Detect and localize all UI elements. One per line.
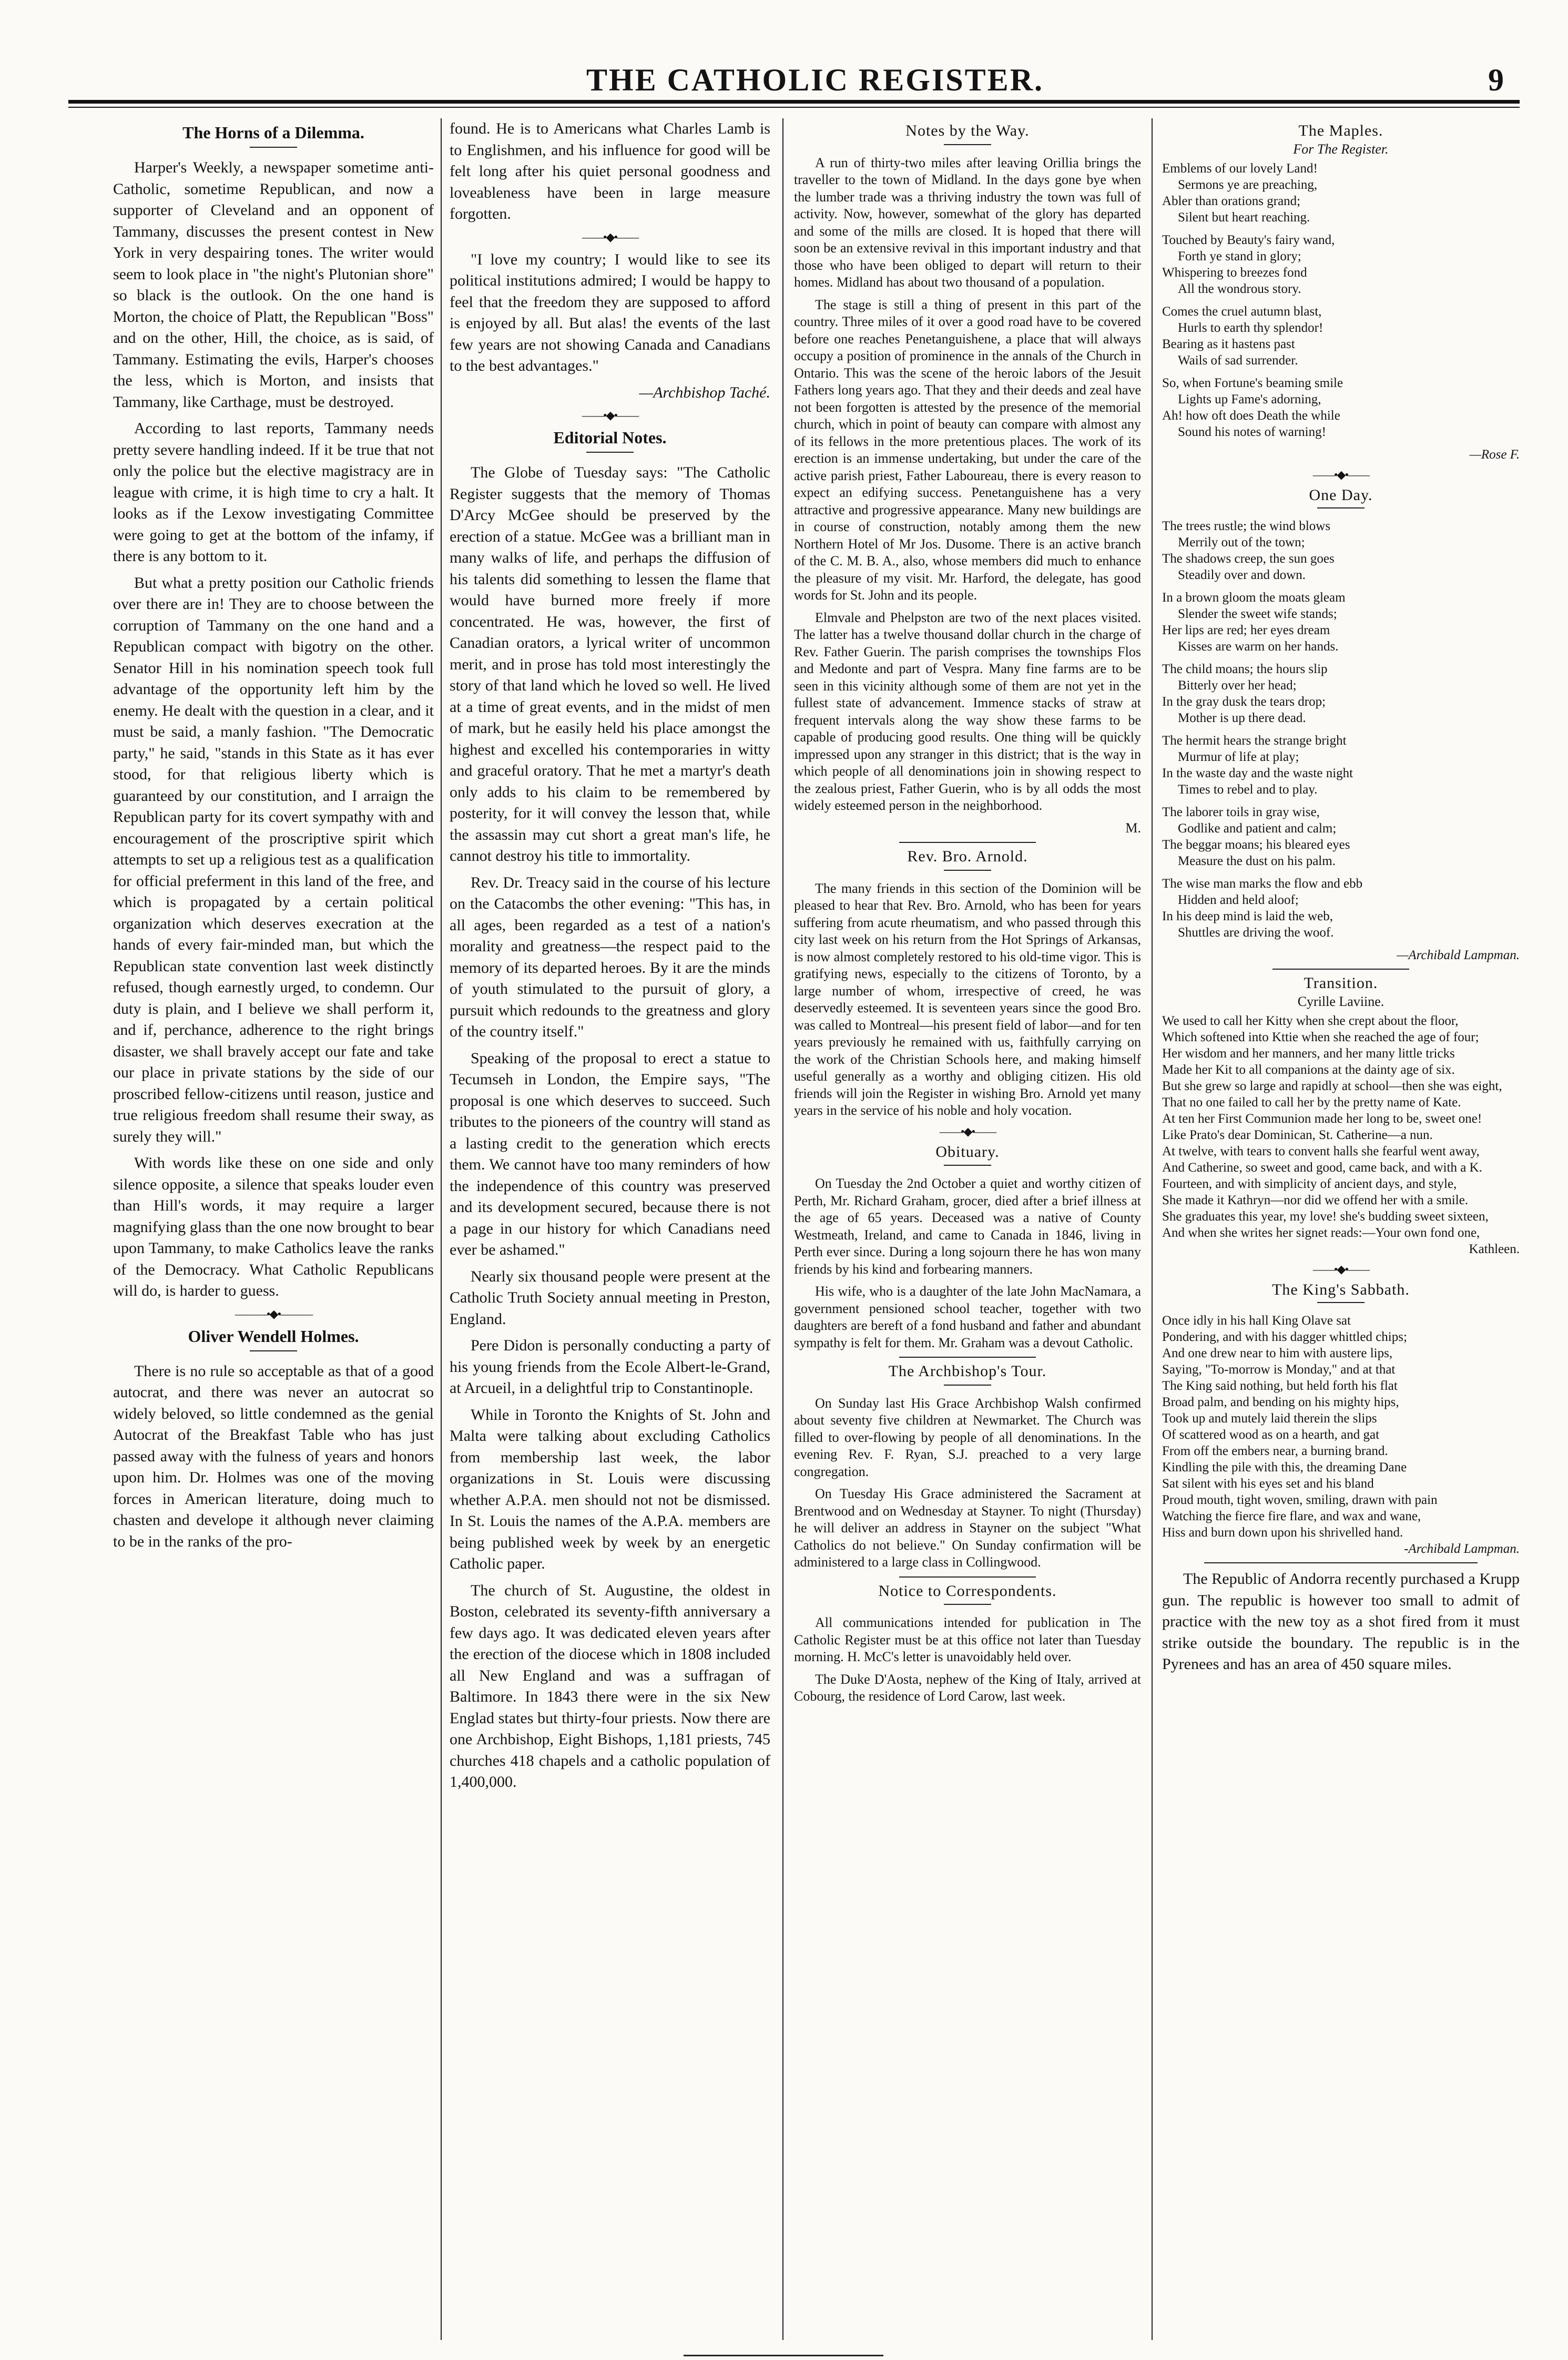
poem-line: Mother is up there dead. [1178,711,1306,725]
heading-rule [944,144,991,145]
signature: -Archibald Lampman. [1404,1542,1520,1556]
poem-line: In his deep mind is laid the web, [1162,909,1333,923]
poem-line: Which softened into Kttie when she reached the age of four; [1162,1030,1479,1044]
article-paragraph: Elmvale and Phelpston are two of the next places visited. The latter has a twelve thousand dollar church in the charge of Rev. Father Guerin. The parish comprises the townships Flos and Medonte and part of Vespra. Many fine farms are to be seen in this vicinity although some of them are not yet in the fullest state of advancement. Immence stacks of straw at frequent intervals along the way show these farms to be capable of producing good results. One thing will be quickly impressed upon any stranger in this district; that is the way in which people of all denominations join in showing respect to the zealous priest, Father Guerin, who is by all odds the most widely esteemed person in the neighborhood. [794,609,1141,813]
section-rule [1204,1562,1478,1563]
article-heading-notice: Notice to Correspondents. [878,1582,1057,1600]
section-ornament: ——•◆•—— [939,1124,996,1138]
poem-line: And Catherine, so sweet and good, came back, and with a K. [1162,1161,1482,1175]
footer-rule [684,2355,883,2356]
masthead-rule-thin [68,107,1520,108]
column-3 [794,118,1141,1711]
poem-line: The laborer toils in gray wise, [1162,805,1320,819]
article-paragraph: The Globe of Tuesday says: "The Catholic Register suggests that the memory of Thomas D'Arcy McGee should be preserved by the erection of a statue. McGee was a brilliant man in many walks of life, and perhaps the diffusion of his talents did something to lessen the flame that would have burned more freely if more concentrated. He was, however, the first of Canadian orators, a lyrical writer of uncommon merit, and in prose has told most interestingly the story of that land which he loved so well. He lived at a time of great events, and in the midst of men of mark, but he easily held his place amongst the highest and excelled his contemporaries in witty and graceful oratory. That he met a martyr's death only adds to his claim to be remembered by posterity, for it will convey the lesson that, while the assassin may cut short a great man's life, he cannot destroy his title to immortality. [450,464,770,864]
poem-stanza [1162,804,1520,869]
poem-line: Fourteen, and with simplicity of ancient days, and style, [1162,1177,1457,1191]
article-heading-obituary: Obituary. [935,1143,1000,1161]
poem-line: The wise man marks the flow and ebb [1162,877,1363,891]
poem-line: The trees rustle; the wind blows [1162,519,1331,533]
poem-line: Murmur of life at play; [1178,750,1299,764]
poem-line: Took up and mutely laid therein the slips [1162,1411,1377,1426]
article-paragraph: Rev. Dr. Treacy said in the course of his lecture on the Catacombs the other evening: "This has, in all ages, been regarded as a test of a nation's morality and greatness—the respect paid to the memory of its departed heroes. By it are the minds of youth stimulated to the pursuit of glory, a pursuit which redounds to the greatness and glory of the country itself." [450,873,770,1040]
heading-rule [1317,507,1365,508]
poem-line: And one drew near to him with austere lips, [1162,1346,1393,1360]
poem-line: Pondering, and with his dagger whittled chips; [1162,1330,1407,1344]
poem-line: Emblems of our lovely Land! [1162,161,1318,176]
article-paragraph: On Sunday last His Grace Archbishop Walsh confirmed about seventy five children at Newmarket. The Church was filled to over-flowing by people of all denominations. In the evening Rev. F. Ryan, S.J. preached to a very large congregation. [794,1395,1141,1479]
heading-rule [586,452,634,453]
poem-line: Sermons ye are preaching, [1178,178,1318,192]
poem-line: But she grew so large and rapidly at school—then she was eight, [1162,1079,1502,1093]
column-2 [450,118,770,1798]
poem-oneday [1162,518,1520,941]
poem-line: From off the embers near, a burning brand. [1162,1444,1388,1458]
poem-line: Her lips are red; her eyes dream [1162,623,1330,637]
poem-line: And when she writes her signet reads:—Your own fond one, [1162,1226,1480,1240]
poem-line: Wails of sad surrender. [1178,353,1298,368]
poem-line: The child moans; the hours slip [1162,662,1328,676]
poem-transition [1162,1013,1520,1241]
masthead-rule [68,100,1520,104]
poem-line: In a brown gloom the moats gleam [1162,591,1346,605]
poem-line: Kisses are warm on her hands. [1178,639,1339,654]
article-paragraph: Pere Didon is personally conducting a party of his young friends from the Ecole Albert-le-Grand, at Arcueil, in a delightful trip to Constantinople. [450,1337,770,1397]
column-divider [1152,118,1153,2340]
section-ornament: ——•◆•—— [582,409,638,422]
poem-line: The King said nothing, but held forth his flat [1162,1379,1398,1393]
poem-line: Times to rebel and to play. [1178,782,1318,797]
section-rule [1272,969,1409,970]
heading-rule [250,1350,297,1351]
article-paragraph: But what a pretty position our Catholic friends over there are in! They are to choose between the corruption of Tammany on the one hand and a Republican compact with bigotry on the other. Senator Hill in his nomination speech took full advantage of the opportunity left him by the enemy. He dealt with the question in a clear, and it must be said, a manly fashion. "The Democratic party," he said, "stands in this State as it has ever stood, for that religious liberty which is guaranteed by our constitution, and I arraign the Republican party for its covert sympathy with and encouragement of the proscriptive spirit which attempts to set up a religious test as a qualification for official preferment in this land of the free, and which is propagated by a certain political organization which deserves execration at the hands of every fair-minded man, but which the Republican state convention last week distinctly refused, though earnestly urged, to condemn. Our duty is plain, and I believe we shall perform it, and if, perchance, adherence to the right brings disaster, we shall bravely accept our fate and take our place in private stations by the side of our proscribed fellow-citizens until reason, justice and true religious freedom shall resume their sway, as surely they will." [113,574,434,1145]
article-paragraph: "I love my country; I would like to see its political institutions admired; I would be happy to feel that the freedom they are supposed to afford is enjoyed by all. But alas! the events of the last few years are not showing Canada and Canadians to the best advantages." [450,250,770,374]
section-ornament: ——•◆•—— [1312,468,1369,481]
column-divider [782,118,783,2340]
poem-stanza [1162,661,1520,726]
poem-line: Merrily out of the town; [1178,535,1305,550]
poem-stanza [1162,733,1520,798]
newspaper-title: THE CATHOLIC REGISTER. [586,63,1044,97]
poem-line: Like Prato's dear Dominican, St. Catherine—a nun. [1162,1128,1433,1142]
article-heading-horns: The Horns of a Dilemma. [182,123,364,142]
poem-line: Her wisdom and her manners, and her many little tricks [1162,1046,1455,1061]
section-ornament: ———•◆•——— [235,1307,312,1320]
column-divider [441,118,442,2340]
poem-line: Touched by Beauty's fairy wand, [1162,233,1335,247]
poem-line: Lights up Fame's adorning, [1178,392,1321,406]
heading-rule [250,147,297,148]
poem-line: Ah! how oft does Death the while [1162,409,1340,423]
poem-line: Of scattered wood as on a hearth, and gat [1162,1428,1380,1442]
signature: Kathleen. [1469,1242,1520,1256]
article-paragraph: Nearly six thousand people were present at the Catholic Truth Society annual meeting in Preston, England. [450,1267,770,1328]
poem-line: She made it Kathryn—nor did we offend her with a smile. [1162,1193,1469,1207]
article-heading-editorial: Editorial Notes. [553,428,667,447]
article-paragraph: The Republic of Andorra recently purchased a Krupp gun. The republic is however too small to admit of practice with the new toy as a shot fired from it must strike outside the boundary. The republic is in the Pyrenees and has an area of 450 square miles. [1162,1570,1520,1673]
poem-line: Silent but heart reaching. [1178,210,1310,225]
poem-stanza [1162,232,1520,297]
poem-line: The shadows creep, the sun goes [1162,552,1335,566]
poem-line: Bearing as it hastens past [1162,337,1295,351]
poem-byline: Cyrille Laviine. [1297,994,1384,1009]
section-rule [899,842,1036,843]
heading-rule [944,1604,991,1605]
poem-sabbath [1162,1313,1520,1541]
poem-heading-sabbath: The King's Sabbath. [1272,1281,1410,1298]
article-paragraph: The church of St. Augustine, the oldest in Boston, celebrated its seventy-fifth anniversary a few days ago. It was dedicated eleven years after the erection of the diocese which in 1808 included all New England and was a suffragan of Baltimore. In 1843 there were in the six New Englad states but thirty-four priests. Now there are one Archbishop, Eight Bishops, 1,181 priests, 745 churches 418 chapels and a catholic population of 1,400,000. [450,1581,770,1791]
poem-stanza [1162,375,1520,440]
article-paragraph: Speaking of the proposal to erect a statue to Tecumseh in London, the Empire says, "The proposal is one which deserves to succeed. Such tributes to the pioneers of the country will stand as a lasting credit to the generation which erects them. We cannot have too many reminders of how the independence of this country was preserved and its development secured, because there is not a page in our history for which Canadians need ever be ashamed." [450,1049,770,1258]
article-paragraph: The Duke D'Aosta, nephew of the King of Italy, arrived at Cobourg, the residence of Lord Carow, last week. [794,1671,1141,1704]
poem-line: In the waste day and the waste night [1162,766,1353,780]
poem-line: The hermit hears the strange bright [1162,734,1347,748]
article-paragraph: All communications intended for publication in The Catholic Register must be at this office not later than Tuesday morning. H. McC's letter is unavoidably held over. [794,1615,1141,1664]
poem-byline: For The Register. [1293,141,1389,157]
poem-line: Comes the cruel autumn blast, [1162,304,1322,319]
poem-line: Hiss and burn down upon his shrivelled hand. [1162,1525,1403,1540]
article-paragraph: There is no rule so acceptable as that of a good autocrat, and there was never an autocrat so widely beloved, so little condemned as the genial Autocrat of the Breakfast Table who has just passed away with the fulness of years and honors upon him. Dr. Holmes was one of the moving forces in American literature, doing much to chasten and develope it although never claiming to be in the ranks of the pro- [113,1362,434,1550]
poem-line: Forth ye stand in glory; [1178,249,1301,263]
heading-rule [944,870,991,871]
poem-line: Sat silent with his eyes set and his bland [1162,1477,1374,1491]
poem-line: All the wondrous story. [1178,282,1301,296]
signature: M. [1125,820,1141,836]
poem-heading-transition: Transition. [1304,974,1378,992]
article-paragraph: found. He is to Americans what Charles Lamb is to Englishmen, and his influence for good will be felt long after his quiet personal goodness and loveableness have been in large measure forgotten. [450,120,770,222]
article-heading-holmes: Oliver Wendell Holmes. [188,1326,359,1346]
poem-line: In the gray dusk the tears drop; [1162,695,1326,709]
poem-line: So, when Fortune's beaming smile [1162,376,1343,390]
article-paragraph: A run of thirty-two miles after leaving Orillia brings the traveller to the town of Midland. In the days gone bye when the lumber trade was a thriving industry the town was full of activity. Now, however, somewhat of the glory has departed and some of the mills are closed. It is hoped that there will soon be an extensive revival in this important industry and that those who have been obliged to depart will return to their homes. Midland has about two thousand of a population. [794,155,1141,290]
poem-line: Shuttles are driving the woof. [1178,925,1334,940]
article-paragraph: On Tuesday the 2nd October a quiet and worthy citizen of Perth, Mr. Richard Graham, grocer, died after a brief illness at the age of 65 years. Deceased was a native of County Westmeath, Ireland, and came to Canada in 1846, living in Perth ever since. During a long sojourn there he has won many friends by his kind and forbearing manners. [794,1176,1141,1277]
poem-line: Sound his notes of warning! [1178,425,1326,439]
article-paragraph: While in Toronto the Knights of St. John and Malta were talking about excluding Catholics from membership last week, the labor organizations in St. Louis were discussing whether A.P.A. men should not not be dismissed. In St. Louis the names of the A.P.A. members are being published week by week by an energetic Catholic paper. [450,1406,770,1572]
poem-line: Proud mouth, tight woven, smiling, drawn with pain [1162,1493,1438,1507]
poem-heading-oneday: One Day. [1309,486,1373,504]
signature: —Archbishop Taché. [639,383,770,401]
poem-line: Measure the dust on his palm. [1178,854,1336,868]
poem-maples [1162,160,1520,440]
section-rule [899,1357,1036,1358]
section-ornament: ——•◆•—— [582,230,638,243]
poem-stanza [1162,876,1520,941]
article-heading-arnold: Rev. Bro. Arnold. [907,848,1028,865]
masthead [116,62,1514,99]
poem-stanza [1162,589,1520,655]
poem-stanza [1162,518,1520,583]
poem-line: Watching the fierce fire flare, and wax and wane, [1162,1509,1421,1523]
poem-stanza [1162,303,1520,369]
column-4 [1162,118,1520,1681]
poem-line: Bitterly over her head; [1178,678,1297,693]
page-number: 9 [1488,63,1504,97]
poem-line: Broad palm, and bending on his mighty hips, [1162,1395,1399,1409]
poem-line: We used to call her Kitty when she crept about the floor, [1162,1014,1459,1028]
poem-line: Saying, "To-morrow is Monday," and at that [1162,1362,1396,1377]
poem-line: Steadily over and down. [1178,568,1306,582]
poem-line: Hurls to earth thy splendor! [1178,321,1323,335]
poem-line: Abler than orations grand; [1162,194,1301,208]
column-1 [113,118,434,1558]
poem-line: The beggar moans; his bleared eyes [1162,838,1350,852]
poem-line: Kindling the pile with this, the dreaming Dane [1162,1460,1407,1474]
article-heading-notes: Notes by the Way. [905,122,1030,139]
article-paragraph: According to last reports, Tammany needs pretty severe handling indeed. If it be true that not only the police but the elective magistracy are in league with crime, it is high time to cry a halt. It looks as if the Lexow investigating Committee were going to get at the bottom of the infamy, if there is any bottom to it. [113,420,434,565]
poem-line: She graduates this year, my love! she's budding sweet sixteen, [1162,1209,1489,1224]
heading-rule [944,1385,991,1386]
article-paragraph: Harper's Weekly, a newspaper sometime anti-Catholic, sometime Republican, and now a supporter of Cleveland and an opponent of Tammany, discusses the present contest in New York in very despairing tones. The writer would seem to look place in "the night's Plutonian shore" so black is the outlook. On the one hand is Morton, the choice of Platt, the Republican "Boss" and on the other, Hill, the choice, as is said, of Tammany. Estimating the evils, Harper's chooses the less, which is Morton, and insists that Tammany, like Carthage, must be destroyed. [113,159,434,411]
article-paragraph: His wife, who is a daughter of the late John MacNamara, a government pensioned school teacher, together with two daughters are bereft of a fond husband and father and abundant sympathy is felt for them. Mr. Graham was a devout Catholic. [794,1284,1141,1350]
article-heading-tour: The Archbishop's Tour. [888,1362,1047,1380]
poem-line: That no one failed to call her by the pretty name of Kate. [1162,1095,1461,1110]
section-ornament: ——•◆•—— [1312,1263,1369,1276]
article-paragraph: The many friends in this section of the Dominion will be pleased to hear that Rev. Bro. Arnold, who has been for years suffering from acute rheumatism, and who passed through this city last week on his return from the Hot Springs of Arkansas, is now almost completely restored to his old-time vigor. This is gratifying news, especially to the citizens of Toronto, by a large number of whom, irrespective of creed, he was deservedly esteemed. It is seventeen years since the good Bro. was called to Montreal—his present field of labor—and for ten years previously he remained with us, faithfully carrying on the work of the Christian Schools here, and making himself useful generally as a worthy and obliging citizen. His old friends will join the Register in wishing Bro. Arnold yet many years in the service of his noble and holy vocation. [794,880,1141,1118]
poem-stanza [1162,160,1520,226]
poem-line: Hidden and held aloof; [1178,893,1299,907]
poem-line: Whispering to breezes fond [1162,266,1307,280]
article-paragraph: The stage is still a thing of present in this part of the country. Three miles of it over a good road have to be covered before one reaches Penetanguishene, a place that will always occupy a position of prominence in the annals of the Church in Ontario. This was the scene of the heroic labors of the Jesuit Fathers long years ago. That they and their deeds and zeal have not been forgotten is attested by the presence of the memorial church, which in point of beauty can compare with almost any of its fellows in the more pretentious places. The work of its erection is an immense undertaking, but under the care of the active parish priest, Father Laboureau, there is every reason to expect an edifying success. Penetanguishene has a very attractive and progressive appearance. Many new buildings are in course of construction, notably among them the new Northern Hotel of Mr Jos. Dusome. There is an active branch of the C. M. B. A., also, whose members did much to enhance the pleasure of my visit. Mr. Harford, the delegate, has good words for St. John and its people. [794,297,1141,603]
poem-line: Godlike and patient and calm; [1178,821,1337,836]
poem-heading-maples: The Maples. [1298,122,1383,139]
article-paragraph: With words like these on one side and only silence opposite, a silence that speaks louder even than Hill's words, it may require a larger magnifying glass than the one now brought to bear upon Tammany, to make Catholics leave the ranks of the Democracy. What Catholic Republicans will do, is harder to guess. [113,1154,434,1299]
signature: —Rose F. [1469,447,1520,462]
poem-line: At ten her First Communion made her long to be, sweet one! [1162,1112,1482,1126]
signature: —Archibald Lampman. [1397,948,1520,962]
heading-rule [944,1165,991,1166]
heading-rule [1317,1302,1365,1303]
poem-line: Slender the sweet wife stands; [1178,607,1337,621]
poem-line: Made her Kit to all companions at the dainty age of six. [1162,1063,1455,1077]
poem-line: Once idly in his hall King Olave sat [1162,1314,1351,1328]
poem-line: At twelve, with tears to convent halls she fearful went away, [1162,1144,1480,1158]
section-rule [899,1576,1036,1578]
article-paragraph: On Tuesday His Grace administered the Sacrament at Brentwood and on Wednesday at Stayner. To night (Thursday) he will deliver an address in Stayner on the subject "What Catholics do not believe." On Sunday confirmation will be administered to a large class in Collingwood. [794,1486,1141,1570]
